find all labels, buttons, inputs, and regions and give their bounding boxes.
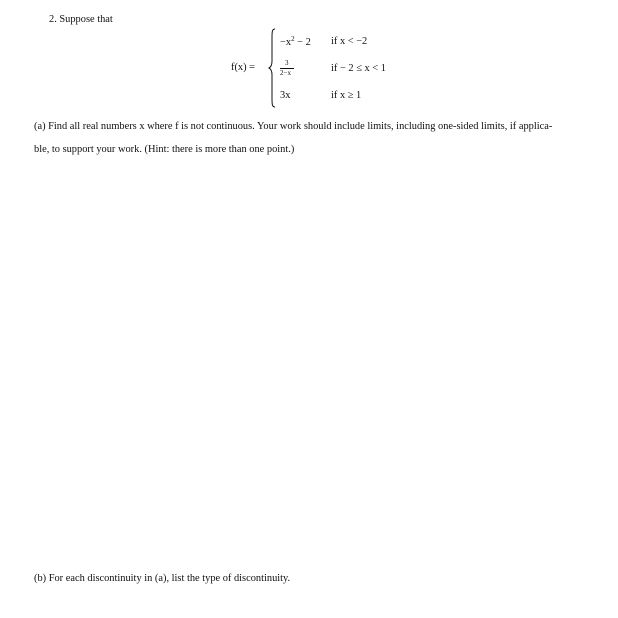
case-3-condition: if x ≥ 1 <box>331 90 362 101</box>
case-1-condition: if x < −2 <box>331 36 368 47</box>
case-3-expr: 3x <box>280 90 291 101</box>
part-a-line-1: (a) Find all real numbers x where f is not continuous. Your work should include limits, including one-sided limits, if applica- <box>34 121 553 132</box>
left-brace-icon <box>268 28 276 108</box>
case-1-base: −x <box>280 37 292 48</box>
case-2-numerator: 3 <box>285 59 289 67</box>
case-1-exponent: 2 <box>291 35 295 43</box>
function-lhs: f(x) = <box>231 62 256 73</box>
case-1-expr <box>280 36 311 49</box>
part-b-text: (b) For each discontinuity in (a), list the type of discontinuity. <box>34 573 291 584</box>
case-2-denominator: 2−x <box>280 69 291 77</box>
case-2-condition: if − 2 ≤ x < 1 <box>331 63 386 74</box>
case-1-constant: − 2 <box>294 37 311 48</box>
problem-intro: 2. Suppose that <box>49 14 113 25</box>
part-a-line-2: ble, to support your work. (Hint: there is more than one point.) <box>34 144 295 155</box>
